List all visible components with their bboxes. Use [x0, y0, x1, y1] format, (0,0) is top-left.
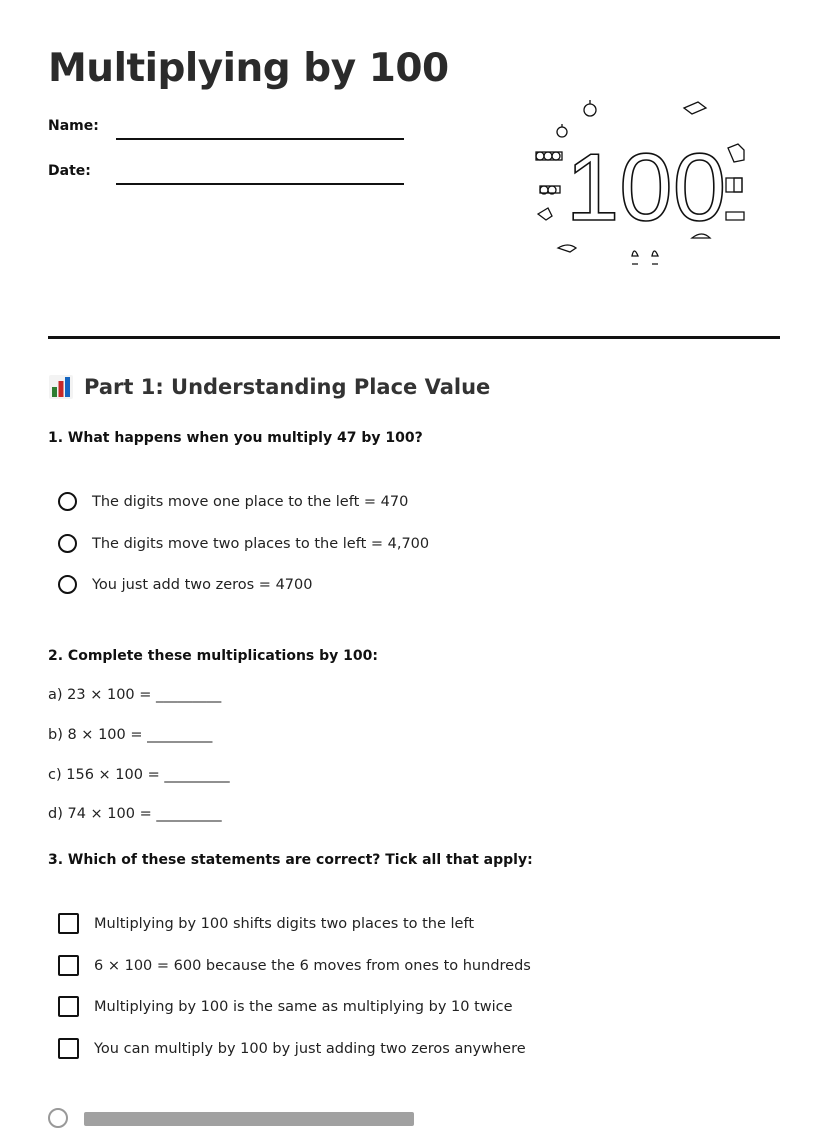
date-label: Date: — [48, 163, 91, 179]
next-section-heading-cutoff — [84, 1112, 414, 1126]
radio-button[interactable] — [58, 575, 77, 594]
name-label: Name: — [48, 118, 99, 134]
q2-item-b[interactable]: b) 8 × 100 = _________ — [48, 727, 213, 743]
checkbox[interactable] — [58, 996, 79, 1017]
q3-option-a[interactable] — [58, 913, 474, 934]
q1-option-a-label: The digits move one place to the left = 470 — [92, 493, 409, 510]
q3-option-b[interactable] — [58, 955, 531, 976]
q3-option-d-label: You can multiply by 100 by just adding two zeros anywhere — [94, 1040, 526, 1057]
radio-button[interactable] — [58, 492, 77, 511]
q1-option-a[interactable] — [58, 492, 408, 511]
radio-button[interactable] — [58, 534, 77, 553]
bar-chart-icon — [48, 374, 74, 400]
q1-option-b[interactable] — [58, 534, 429, 553]
checkbox[interactable] — [58, 913, 79, 934]
q3-option-c[interactable] — [58, 996, 513, 1017]
checkbox[interactable] — [58, 1038, 79, 1059]
q2-item-a[interactable]: a) 23 × 100 = _________ — [48, 687, 222, 703]
name-field[interactable] — [116, 138, 404, 140]
date-field[interactable] — [116, 183, 404, 185]
worksheet-title: Multiplying by 100 — [48, 46, 449, 91]
q3-option-b-label: 6 × 100 = 600 because the 6 moves from ones to hundreds — [94, 957, 531, 974]
part1-title: Part 1: Understanding Place Value — [84, 375, 491, 399]
q2-item-d[interactable]: d) 74 × 100 = _________ — [48, 806, 222, 822]
question-2: 2. Complete these multiplications by 100: — [48, 648, 378, 664]
section-divider — [48, 336, 780, 339]
clipart-number: 100 — [565, 134, 727, 241]
part1-heading — [48, 374, 490, 400]
q2-item-c[interactable]: c) 156 × 100 = _________ — [48, 767, 230, 783]
question-1: 1. What happens when you multiply 47 by 100? — [48, 430, 423, 446]
q1-option-b-label: The digits move two places to the left = 4,700 — [92, 535, 430, 552]
checkbox[interactable] — [58, 955, 79, 976]
question-3: 3. Which of these statements are correct? Tick all that apply: — [48, 852, 533, 868]
next-section-icon — [48, 1108, 68, 1128]
q1-option-c-label: You just add two zeros = 4700 — [92, 576, 313, 593]
q3-option-c-label: Multiplying by 100 is the same as multiplying by 10 twice — [94, 998, 513, 1015]
q3-option-d[interactable] — [58, 1038, 526, 1059]
q3-option-a-label: Multiplying by 100 shifts digits two places to the left — [94, 915, 475, 932]
q1-option-c[interactable] — [58, 575, 312, 594]
number-100-clipart-icon — [528, 96, 758, 276]
